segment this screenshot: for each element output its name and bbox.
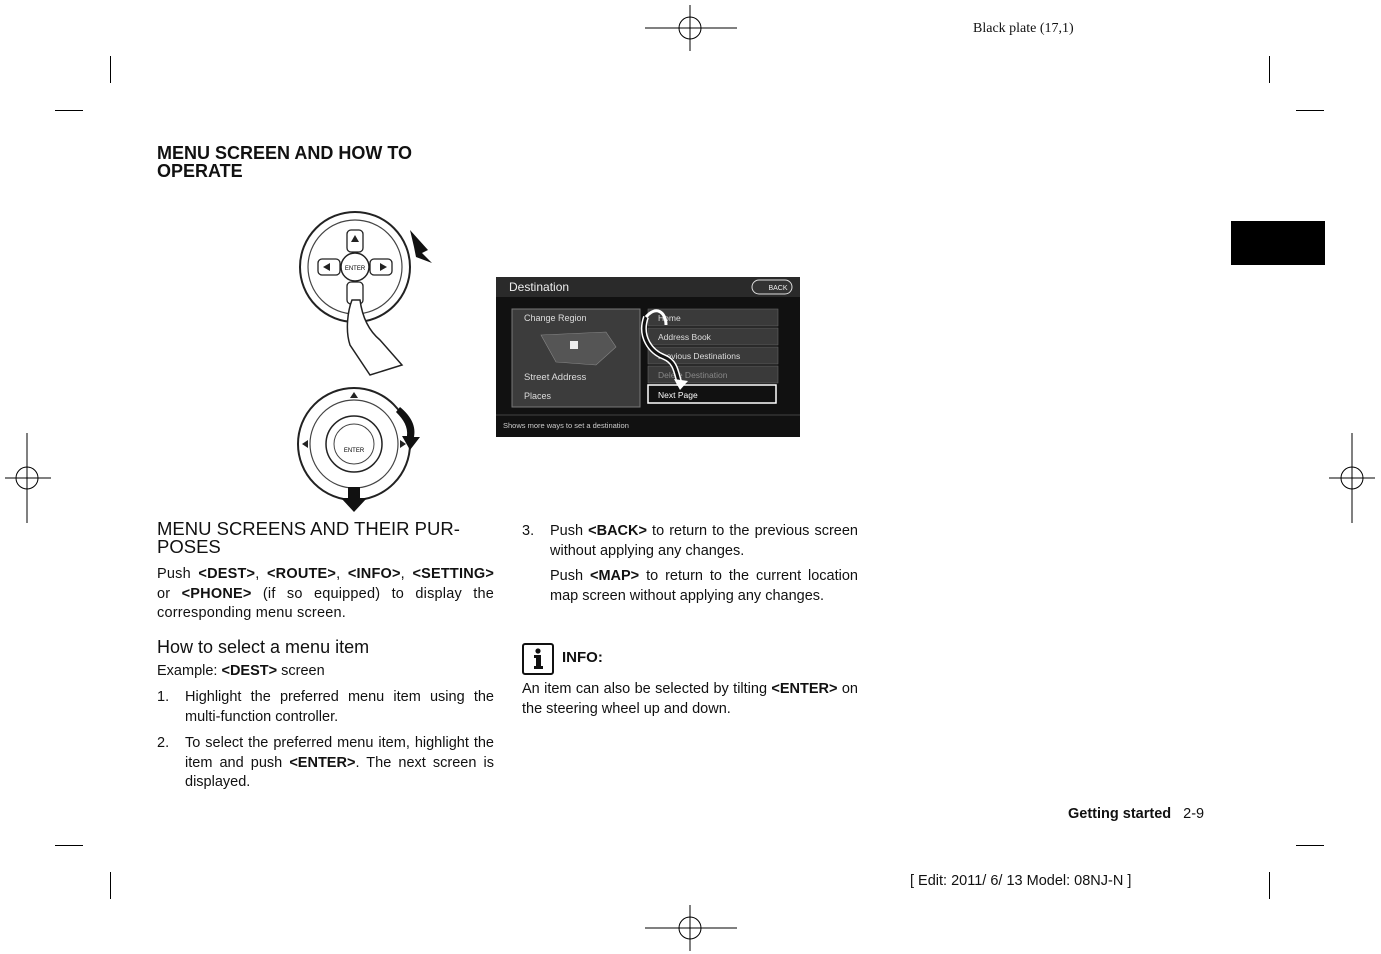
chapter-tab (1231, 221, 1325, 265)
crop-mark (55, 110, 83, 111)
crop-mark (110, 872, 111, 899)
registration-mark-left (5, 433, 51, 523)
back-button[interactable]: BACK (768, 285, 788, 292)
right-menu-item[interactable]: Home (658, 313, 681, 323)
right-menu-item[interactable]: Address Book (658, 332, 711, 342)
enter-label-top: ENTER (344, 266, 366, 272)
subheading-how-to-select: How to select a menu item (157, 637, 370, 657)
right-menu-item[interactable]: Previous Destinations (658, 351, 741, 361)
crop-mark (110, 56, 111, 83)
list-item: 3. Push <BACK> to return to the previous screen without applying any changes. (522, 523, 858, 559)
right-menu-item[interactable]: Delete Destination (658, 370, 728, 380)
controller-illustration-bottom (290, 382, 430, 514)
left-menu-item[interactable]: Street Address (524, 372, 587, 383)
screen-status: Shows more ways to set a destination (503, 421, 629, 430)
left-menu-item[interactable]: Places (524, 391, 552, 401)
destination-screen (496, 277, 800, 437)
right-menu-item-selected[interactable]: Next Page (658, 390, 698, 400)
menu-screens-paragraph: Push <DEST>, <ROUTE>, <INFO>, <SETTING> or <PHONE> (if so equipped) to display the corresponding menu screen. (157, 566, 495, 621)
plate-label: Black plate (17,1) (973, 21, 1074, 36)
crop-mark (1269, 872, 1270, 899)
crop-mark (1296, 845, 1324, 846)
registration-mark-right (1329, 433, 1375, 523)
info-text: An item can also be selected by tilting <ENTER> on the steering wheel up and down. (522, 681, 858, 717)
screen-title: Destination (509, 280, 570, 294)
registration-mark-bottom (645, 905, 737, 951)
left-menu-item[interactable]: Change Region (524, 313, 587, 323)
page-number: 2-9 (1183, 806, 1205, 822)
example-line: Example: <DEST> screen (157, 663, 325, 679)
crop-mark (1296, 110, 1324, 111)
info-heading: INFO: (522, 643, 722, 677)
list-item: 2. To select the preferred menu item, highlight the item and push <ENTER>. The next screen is displayed. (157, 735, 494, 790)
list-item-continuation: Push <MAP> to return to the current location map screen without applying any changes. (550, 568, 858, 604)
list-item: 1. Highlight the preferred menu item using the multi-function controller. (157, 689, 494, 725)
section-title: MENU SCREEN AND HOW TO OPERATE (157, 143, 413, 181)
edit-line: [ Edit: 2011/ 6/ 13 Model: 08NJ-N ] (910, 873, 1132, 889)
controller-illustration-top (290, 205, 440, 380)
enter-label-bottom: ENTER (343, 448, 365, 454)
footer-section: Getting started 2-9 (1068, 806, 1205, 822)
subheading-menu-screens: MENU SCREENS AND THEIR PUR-POSES (157, 518, 460, 557)
registration-mark-top (645, 5, 737, 51)
crop-mark (55, 845, 83, 846)
info-icon (522, 643, 554, 675)
crop-mark (1269, 56, 1270, 83)
